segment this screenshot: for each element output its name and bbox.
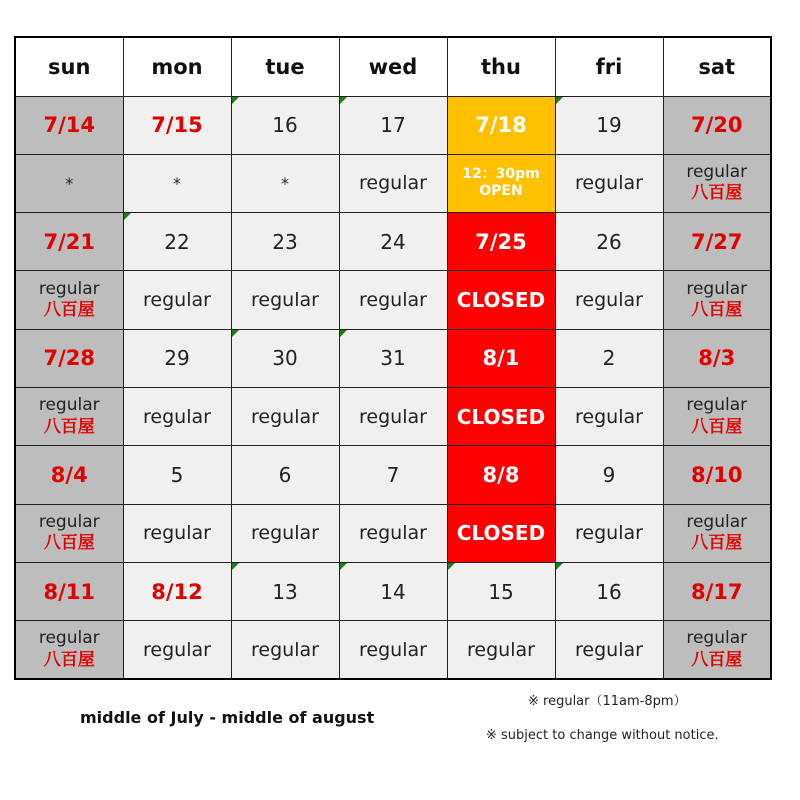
schedule-cell (231, 387, 339, 445)
schedule-cell (339, 504, 447, 562)
schedule-cell (123, 621, 231, 679)
schedule-cell (231, 271, 339, 329)
period-caption: middle of July - middle of august (80, 708, 375, 727)
schedule-label: regular (686, 278, 748, 299)
date-label: 19 (596, 113, 622, 138)
weekday-wed: wed (339, 37, 447, 96)
schedule-label: regular (38, 395, 100, 416)
schedule-label: regular (143, 289, 211, 312)
date-label: 8/17 (690, 579, 743, 604)
date-label: 13 (272, 579, 298, 604)
closed-label: CLOSED (456, 288, 546, 313)
date-cell (15, 96, 123, 154)
date-cell (555, 96, 663, 154)
date-label: 14 (380, 579, 406, 604)
schedule-cell (123, 271, 231, 329)
schedule-label: * (65, 173, 74, 193)
yaoya-label: 八百屋 (43, 649, 95, 670)
schedule-label: regular (359, 638, 427, 661)
date-cell (15, 329, 123, 387)
date-label: 8/1 (482, 346, 520, 371)
weekday-tue: tue (231, 37, 339, 96)
date-cell (123, 213, 231, 271)
date-cell (447, 562, 555, 620)
closed-label: CLOSED (456, 521, 546, 546)
date-cell (123, 96, 231, 154)
change-notice: ※ subject to change without notice. (486, 728, 719, 743)
schedule-label: * (173, 173, 181, 193)
weekday-sun: sun (15, 37, 123, 96)
schedule-row (15, 504, 771, 562)
date-row (15, 213, 771, 271)
date-cell (123, 446, 231, 504)
schedule-label: regular (359, 522, 427, 545)
schedule-label: regular (143, 522, 211, 545)
corner-flag-icon (232, 563, 239, 570)
date-row (15, 329, 771, 387)
date-label: 31 (380, 346, 406, 371)
schedule-label: regular (38, 278, 100, 299)
schedule-label: regular (143, 638, 211, 661)
date-label: 8/3 (698, 346, 736, 371)
date-cell-closed (447, 213, 555, 271)
yaoya-label: 八百屋 (43, 416, 95, 437)
schedule-cell (231, 154, 339, 212)
date-label: 7/20 (690, 113, 743, 138)
schedule-cell (555, 154, 663, 212)
date-cell (339, 96, 447, 154)
schedule-cell (339, 271, 447, 329)
schedule-label: regular (686, 628, 748, 649)
weekday-fri: fri (555, 37, 663, 96)
schedule-cell (555, 621, 663, 679)
date-cell (555, 446, 663, 504)
schedule-cell (555, 504, 663, 562)
schedule-cell (15, 154, 123, 212)
schedule-label: regular (359, 405, 427, 428)
date-label: 7/27 (690, 229, 743, 254)
date-cell (231, 446, 339, 504)
date-cell (123, 329, 231, 387)
date-label: 7/15 (151, 113, 203, 138)
date-label: 7/14 (43, 113, 95, 138)
date-cell (663, 562, 771, 620)
date-label: 16 (596, 579, 622, 604)
schedule-cell (123, 387, 231, 445)
date-cell (555, 329, 663, 387)
schedule-cell (15, 271, 123, 329)
date-row (15, 446, 771, 504)
date-cell (555, 213, 663, 271)
date-label: 29 (164, 346, 190, 371)
schedule-label: regular (251, 522, 319, 545)
date-label: 7/18 (475, 113, 527, 138)
date-row (15, 96, 771, 154)
schedule-label: regular (686, 395, 748, 416)
date-label: 9 (602, 462, 616, 487)
date-label: 7/25 (475, 229, 527, 254)
date-label: 5 (170, 462, 184, 487)
schedule-label: regular (575, 638, 643, 661)
date-cell (339, 329, 447, 387)
date-label: 17 (380, 113, 406, 138)
date-cell (15, 213, 123, 271)
date-label: 6 (278, 462, 292, 487)
date-cell (123, 562, 231, 620)
corner-flag-icon (556, 563, 563, 570)
schedule-label: regular (359, 172, 427, 195)
yaoya-label: 八百屋 (691, 183, 743, 204)
date-label: 23 (272, 229, 298, 254)
date-label: 2 (602, 346, 616, 371)
date-label: 8/12 (151, 579, 203, 604)
date-cell (231, 96, 339, 154)
date-cell (663, 213, 771, 271)
schedule-label: regular (251, 405, 319, 428)
schedule-calendar (14, 36, 772, 680)
schedule-cell (663, 154, 771, 212)
schedule-cell (555, 271, 663, 329)
date-label: 22 (164, 229, 190, 254)
date-label: 7/21 (43, 229, 95, 254)
date-cell (663, 446, 771, 504)
schedule-cell (231, 504, 339, 562)
corner-flag-icon (448, 563, 455, 570)
open-time-label: 12：30pm (462, 165, 540, 182)
corner-flag-icon (232, 97, 239, 104)
date-cell (339, 213, 447, 271)
schedule-cell (123, 154, 231, 212)
yaoya-label: 八百屋 (691, 533, 743, 554)
date-row (15, 562, 771, 620)
schedule-cell (663, 504, 771, 562)
schedule-row (15, 271, 771, 329)
schedule-cell (123, 504, 231, 562)
schedule-cell (231, 621, 339, 679)
date-cell (15, 446, 123, 504)
date-cell (663, 329, 771, 387)
schedule-cell (339, 387, 447, 445)
schedule-label: regular (575, 172, 643, 195)
corner-flag-icon (340, 563, 347, 570)
schedule-row (15, 621, 771, 679)
schedule-label: * (281, 173, 289, 193)
closed-label: CLOSED (456, 404, 546, 429)
schedule-row (15, 154, 771, 212)
regular-hours-note: ※ regular（11am-8pm） (528, 694, 687, 709)
date-cell-closed (447, 446, 555, 504)
schedule-cell (663, 621, 771, 679)
schedule-label: regular (38, 511, 100, 532)
date-label: 15 (488, 579, 514, 604)
yaoya-label: 八百屋 (691, 300, 743, 321)
yaoya-label: 八百屋 (691, 416, 743, 437)
date-cell (555, 562, 663, 620)
weekday-sat: sat (663, 37, 771, 96)
schedule-row (15, 387, 771, 445)
yaoya-label: 八百屋 (43, 533, 95, 554)
schedule-cell-open (447, 154, 555, 212)
schedule-label: regular (467, 638, 535, 661)
schedule-cell (339, 154, 447, 212)
date-label: 7 (386, 462, 400, 487)
schedule-label: regular (575, 522, 643, 545)
corner-flag-icon (340, 97, 347, 104)
date-cell (231, 329, 339, 387)
date-label: 26 (596, 229, 622, 254)
schedule-label: regular (251, 289, 319, 312)
schedule-cell (15, 621, 123, 679)
date-label: 8/8 (482, 462, 520, 487)
date-cell (231, 213, 339, 271)
date-cell-highlight (447, 96, 555, 154)
date-cell (663, 96, 771, 154)
schedule-cell (15, 504, 123, 562)
schedule-cell-closed (447, 504, 555, 562)
schedule-label: regular (686, 511, 748, 532)
date-label: 8/10 (690, 462, 743, 487)
yaoya-label: 八百屋 (691, 649, 743, 670)
schedule-cell-closed (447, 387, 555, 445)
schedule-cell (15, 387, 123, 445)
date-label: 16 (272, 113, 298, 138)
schedule-label: regular (686, 162, 748, 183)
corner-flag-icon (232, 330, 239, 337)
date-label: 30 (272, 346, 298, 371)
yaoya-label: 八百屋 (43, 300, 95, 321)
date-cell (339, 446, 447, 504)
schedule-cell (339, 621, 447, 679)
corner-flag-icon (340, 330, 347, 337)
schedule-label: regular (575, 405, 643, 428)
schedule-cell-closed (447, 271, 555, 329)
date-label: 8/4 (50, 462, 88, 487)
schedule-cell (447, 621, 555, 679)
weekday-mon: mon (123, 37, 231, 96)
date-label: 7/28 (43, 346, 95, 371)
weekday-header-row (15, 37, 771, 96)
date-cell (231, 562, 339, 620)
schedule-label: regular (38, 628, 100, 649)
date-cell (15, 562, 123, 620)
schedule-label: regular (143, 405, 211, 428)
corner-flag-icon (556, 97, 563, 104)
schedule-cell (663, 387, 771, 445)
schedule-label: regular (251, 638, 319, 661)
corner-flag-icon (124, 213, 131, 220)
schedule-label: regular (575, 289, 643, 312)
date-label: 8/11 (43, 579, 95, 604)
date-cell-closed (447, 329, 555, 387)
date-cell (339, 562, 447, 620)
schedule-cell (555, 387, 663, 445)
schedule-label: regular (359, 289, 427, 312)
date-label: 24 (380, 229, 406, 254)
weekday-thu: thu (447, 37, 555, 96)
schedule-cell (663, 271, 771, 329)
open-label: OPEN (479, 183, 523, 200)
